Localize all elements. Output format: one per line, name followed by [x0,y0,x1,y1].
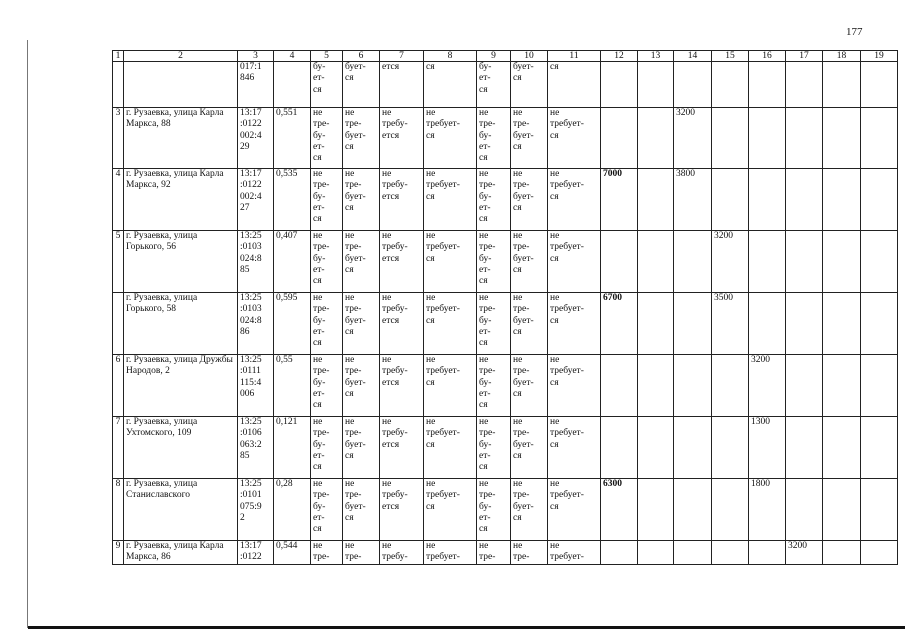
column-15-cell [712,541,749,565]
column-15-cell [712,62,749,108]
column-number: 16 [749,51,786,62]
address-cell: г. Рузаевка, улица Горького, 56 [124,231,238,293]
column-11-cell: не требует- ся [548,169,601,231]
table-row [113,355,898,417]
column-number: 8 [424,51,477,62]
column-16-cell [749,541,786,565]
page-edge-line [27,40,28,628]
column-17-cell: 3200 [786,541,823,565]
column-number: 11 [548,51,601,62]
column-14-cell [674,541,712,565]
column-number: 2 [124,51,238,62]
row-number: 8 [113,479,124,541]
column-6-cell: бует- ся [343,62,380,108]
column-9-cell: не тре- [477,541,511,565]
column-14-cell: 3800 [674,169,712,231]
column-number: 1 [113,51,124,62]
column-5-cell: не тре- [311,541,343,565]
column-13-cell [638,293,674,355]
column-number: 6 [343,51,380,62]
column-8-cell: не требует- ся [424,417,477,479]
column-18-cell [823,169,861,231]
column-14-cell [674,62,712,108]
column-16-cell [749,108,786,169]
column-9-cell: бу- ет- ся [477,62,511,108]
table-row [113,541,898,565]
column-9-cell: не тре- бу- ет- ся [477,108,511,169]
table-row [113,293,898,355]
column-10-cell: не тре- бует- ся [511,417,548,479]
row-number [113,62,124,108]
column-15-cell [712,355,749,417]
column-number: 7 [380,51,424,62]
column-8-cell: не требует- ся [424,479,477,541]
area-cell: 0,407 [274,231,311,293]
column-17-cell [786,293,823,355]
column-17-cell [786,108,823,169]
column-19-cell [861,169,898,231]
column-18-cell [823,108,861,169]
column-13-cell [638,417,674,479]
column-10-cell: не тре- бует- ся [511,169,548,231]
column-6-cell: не тре- бует- ся [343,479,380,541]
column-13-cell [638,169,674,231]
column-19-cell [861,293,898,355]
cadastral-number-cell: 13:25 :0111 115:4 006 [238,355,274,417]
area-cell: 0,595 [274,293,311,355]
column-11-cell: ся [548,62,601,108]
cadastral-number-cell: 13:17 :0122 [238,541,274,565]
cadastral-number-cell: 13:25 :0106 063:2 85 [238,417,274,479]
column-19-cell [861,479,898,541]
cadastral-number-cell: 017:1 846 [238,62,274,108]
column-17-cell [786,417,823,479]
column-19-cell [861,417,898,479]
row-number: 6 [113,355,124,417]
column-8-cell: не требует- ся [424,293,477,355]
row-number: 7 [113,417,124,479]
column-12-cell: 6700 [601,293,638,355]
column-11-cell: не требует- ся [548,108,601,169]
column-8-cell: не требует- ся [424,108,477,169]
address-cell [124,62,238,108]
column-16-cell [749,169,786,231]
column-number: 12 [601,51,638,62]
column-7-cell: не требу- ется [380,479,424,541]
cadastral-number-cell: 13:17 :0122 002:4 27 [238,169,274,231]
column-12-cell [601,417,638,479]
column-6-cell: не тре- бует- ся [343,293,380,355]
column-9-cell: не тре- бу- ет- ся [477,169,511,231]
column-9-cell: не тре- бу- ет- ся [477,293,511,355]
table-row [113,169,898,231]
column-16-cell: 3200 [749,355,786,417]
row-number [113,293,124,355]
address-cell: г. Рузаевка, улица Карла Маркса, 86 [124,541,238,565]
row-number: 4 [113,169,124,231]
address-cell: г. Рузаевка, улица Станиславского [124,479,238,541]
column-16-cell [749,231,786,293]
column-17-cell [786,62,823,108]
column-19-cell [861,231,898,293]
table-row [113,108,898,169]
column-11-cell: не требует- ся [548,417,601,479]
column-5-cell: не тре- бу- ет- ся [311,169,343,231]
table-row [113,479,898,541]
cadastral-number-cell: 13:25 :0103 024:8 85 [238,231,274,293]
cadastral-number-cell: 13:25 :0103 024:8 86 [238,293,274,355]
column-18-cell [823,541,861,565]
column-13-cell [638,541,674,565]
column-13-cell [638,355,674,417]
column-9-cell: не тре- бу- ет- ся [477,417,511,479]
column-6-cell: не тре- бует- ся [343,169,380,231]
column-16-cell: 1300 [749,417,786,479]
page-bottom-line [28,626,905,629]
column-5-cell: не тре- бу- ет- ся [311,108,343,169]
column-13-cell [638,479,674,541]
column-number: 15 [712,51,749,62]
column-5-cell: не тре- бу- ет- ся [311,417,343,479]
area-cell: 0,544 [274,541,311,565]
row-number: 3 [113,108,124,169]
column-number-row [113,51,898,62]
address-cell: г. Рузаевка, улица Карла Маркса, 88 [124,108,238,169]
column-14-cell [674,417,712,479]
column-15-cell: 3500 [712,293,749,355]
column-11-cell: не требует- ся [548,231,601,293]
column-17-cell [786,169,823,231]
column-6-cell: не тре- бует- ся [343,355,380,417]
column-number: 5 [311,51,343,62]
column-14-cell: 3200 [674,108,712,169]
column-11-cell: не требует- [548,541,601,565]
column-14-cell [674,231,712,293]
column-number: 13 [638,51,674,62]
column-11-cell: не требует- ся [548,355,601,417]
column-12-cell: 7000 [601,169,638,231]
row-number: 9 [113,541,124,565]
column-12-cell [601,355,638,417]
column-14-cell [674,355,712,417]
column-7-cell: не требу- ется [380,293,424,355]
column-6-cell: не тре- бует- ся [343,417,380,479]
column-13-cell [638,231,674,293]
column-19-cell [861,355,898,417]
column-11-cell: не требует- ся [548,479,601,541]
column-5-cell: бу- ет- ся [311,62,343,108]
column-6-cell: не тре- [343,541,380,565]
column-10-cell: не тре- бует- ся [511,479,548,541]
column-19-cell [861,62,898,108]
column-13-cell [638,108,674,169]
column-9-cell: не тре- бу- ет- ся [477,231,511,293]
column-5-cell: не тре- бу- ет- ся [311,231,343,293]
column-8-cell: не требует- ся [424,169,477,231]
column-17-cell [786,479,823,541]
area-cell: 0,55 [274,355,311,417]
column-17-cell [786,355,823,417]
column-5-cell: не тре- бу- ет- ся [311,479,343,541]
column-15-cell [712,417,749,479]
column-7-cell: не требу- ется [380,231,424,293]
address-cell: г. Рузаевка, улица Карла Маркса, 92 [124,169,238,231]
column-12-cell: 6300 [601,479,638,541]
column-14-cell [674,293,712,355]
column-9-cell: не тре- бу- ет- ся [477,355,511,417]
table-row [113,231,898,293]
column-14-cell [674,479,712,541]
column-9-cell: не тре- бу- ет- ся [477,479,511,541]
column-7-cell: ется [380,62,424,108]
cadastral-number-cell: 13:17 :0122 002:4 29 [238,108,274,169]
column-15-cell [712,108,749,169]
column-19-cell [861,108,898,169]
column-10-cell: не тре- бует- ся [511,355,548,417]
column-10-cell: не тре- бует- ся [511,108,548,169]
column-number: 18 [823,51,861,62]
column-number: 3 [238,51,274,62]
column-5-cell: не тре- бу- ет- ся [311,355,343,417]
column-13-cell [638,62,674,108]
land-plots-table [112,50,898,565]
column-16-cell [749,293,786,355]
column-10-cell: бует- ся [511,62,548,108]
column-8-cell: не требует- [424,541,477,565]
column-12-cell [601,62,638,108]
column-number: 4 [274,51,311,62]
column-10-cell: не тре- [511,541,548,565]
column-8-cell: не требует- ся [424,231,477,293]
column-6-cell: не тре- бует- ся [343,108,380,169]
table-row [113,62,898,108]
column-18-cell [823,62,861,108]
column-number: 14 [674,51,712,62]
table-body [113,51,898,565]
column-6-cell: не тре- бует- ся [343,231,380,293]
address-cell: г. Рузаевка, улица Дружбы Народов, 2 [124,355,238,417]
area-cell: 0,121 [274,417,311,479]
area-cell [274,62,311,108]
column-12-cell [601,108,638,169]
column-number: 10 [511,51,548,62]
column-11-cell: не требует- ся [548,293,601,355]
column-7-cell: не требу- ется [380,355,424,417]
column-10-cell: не тре- бует- ся [511,293,548,355]
column-12-cell [601,231,638,293]
area-cell: 0,28 [274,479,311,541]
column-16-cell: 1800 [749,479,786,541]
area-cell: 0,551 [274,108,311,169]
column-18-cell [823,231,861,293]
column-10-cell: не тре- бует- ся [511,231,548,293]
row-number: 5 [113,231,124,293]
column-18-cell [823,417,861,479]
column-number: 17 [786,51,823,62]
address-cell: г. Рузаевка, улица Горького, 58 [124,293,238,355]
address-cell: г. Рузаевка, улица Ухтомского, 109 [124,417,238,479]
column-19-cell [861,541,898,565]
area-cell: 0,535 [274,169,311,231]
column-15-cell [712,169,749,231]
cadastral-number-cell: 13:25 :0101 075:9 2 [238,479,274,541]
column-18-cell [823,293,861,355]
column-5-cell: не тре- бу- ет- ся [311,293,343,355]
column-7-cell: не требу- ется [380,169,424,231]
column-number: 19 [861,51,898,62]
column-7-cell: не требу- [380,541,424,565]
column-7-cell: не требу- ется [380,108,424,169]
column-12-cell [601,541,638,565]
table-row [113,417,898,479]
column-7-cell: не требу- ется [380,417,424,479]
column-8-cell: не требует- ся [424,355,477,417]
column-number: 9 [477,51,511,62]
column-15-cell: 3200 [712,231,749,293]
column-8-cell: ся [424,62,477,108]
column-15-cell [712,479,749,541]
column-17-cell [786,231,823,293]
page-number: 177 [846,26,863,38]
column-18-cell [823,479,861,541]
column-18-cell [823,355,861,417]
column-16-cell [749,62,786,108]
